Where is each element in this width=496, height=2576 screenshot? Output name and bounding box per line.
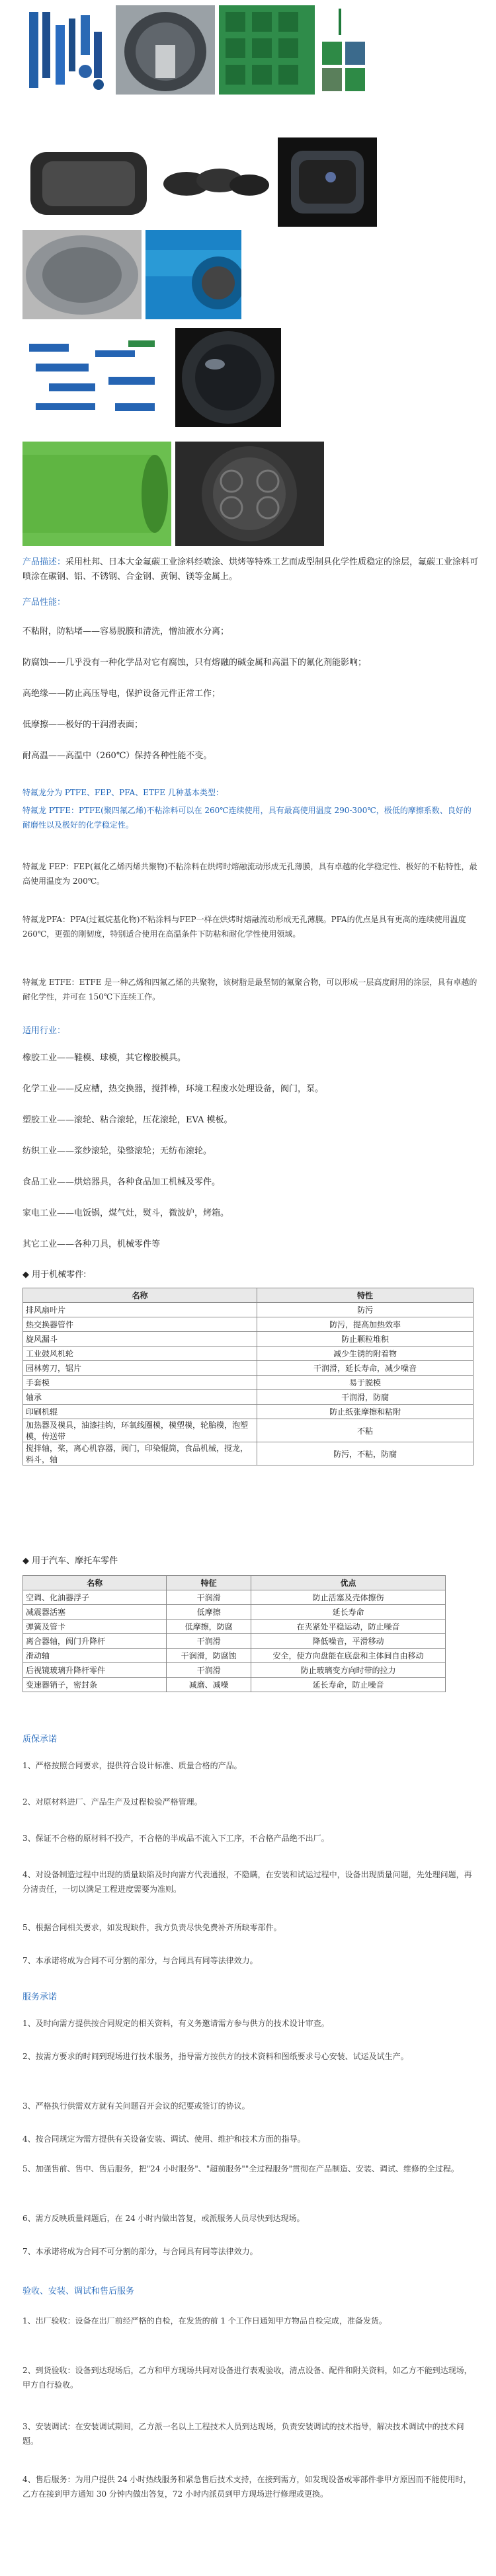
intro-paragraph <box>22 555 479 584</box>
mech-cell: 搅拌轴，桨，离心机容器，阀门，印染辊筒，食品机械，搅龙，料斗，轴 <box>23 1442 257 1465</box>
auto-cell: 减磨、减噪 <box>167 1678 251 1692</box>
auto-table <box>22 1575 446 1692</box>
quality-item: 7、本承诺将成为合同不可分割的部分，与合同具有同等法律效力。 <box>22 1956 258 1965</box>
performance-item: 耐高温——高温中（260℃）保持各种性能不变。 <box>22 751 212 761</box>
auto-row <box>23 1678 446 1692</box>
photo-green-roller <box>22 442 171 546</box>
auto-cell: 弹簧及管卡 <box>23 1620 167 1634</box>
photo-coated-lid <box>175 442 324 546</box>
photo-blue-pipe <box>145 230 241 319</box>
performance-item: 防腐蚀——几乎没有一种化学品对它有腐蚀，只有熔融的碱金属和高温下的氟化剂能影响； <box>22 658 367 668</box>
pfa-paragraph: 特氟龙PFA：PFA(过氟烷基化物)不粘涂料与FEP一样在烘烤时熔融流动形成无孔薄膜。PFA的优点是具有更高的连续使用温度 260℃，更强的刚韧度，特别适合使用在高温条件下防粘和耐化学性使用领域。 <box>22 915 466 939</box>
quality-item: 5、根据合同相关要求，如发现缺件，我方负责尽快免费补齐所缺零部件。 <box>22 1923 282 1932</box>
photo-black-tray <box>22 139 155 225</box>
mech-row <box>23 1332 474 1347</box>
auto-cell: 低摩擦，防腐 <box>167 1620 251 1634</box>
mech-cell: 工业鼓风机轮 <box>23 1347 257 1361</box>
auto-cell: 干润滑，防腐蚀 <box>167 1649 251 1663</box>
mech-cell: 易于脱模 <box>257 1376 474 1390</box>
types-title: 特氟龙分为 PTFE、FEP、PFA、ETFE 几种基本类型： <box>22 788 224 797</box>
quality-title: 质保承诺 <box>22 1735 58 1744</box>
auto-cell: 降低噪音，平滑移动 <box>251 1634 446 1649</box>
auto-row <box>23 1605 446 1620</box>
photo-grey-vessel <box>22 230 142 319</box>
mech-cell: 排风扇叶片 <box>23 1303 257 1317</box>
mech-cell: 热交换器管件 <box>23 1317 257 1332</box>
auto-cell: 延长寿命，防止噪音 <box>251 1678 446 1692</box>
mech-row <box>23 1303 474 1317</box>
acceptance-item: 2、到货验收：设备到达现场后，乙方和甲方现场共同对设备进行表观验收，清点设备、配件和附关资料，如乙方不能到达现场，甲方自行验收。 <box>22 2366 472 2390</box>
photo-coated-basin <box>278 137 377 227</box>
acceptance-title: 验收、安装、调试和售后服务 <box>22 2286 135 2296</box>
photo-green-parts <box>319 5 368 95</box>
auto-row <box>23 1620 446 1634</box>
auto-cell: 离合器轴，阀门升降杆 <box>23 1634 167 1649</box>
service-title: 服务承诺 <box>22 1992 58 2002</box>
auto-row <box>23 1590 446 1605</box>
mech-cell: 园林剪刀，锯片 <box>23 1361 257 1376</box>
auto-cell: 滑动轴 <box>23 1649 167 1663</box>
quality-item: 4、对设备制造过程中出现的质量缺陷及时向需方代表通报，不隐瞒，在安装和试运过程中，设备出现质量问题，先处理问题，再分清责任，一切以满足工程进度需要为准则。 <box>22 1870 472 1894</box>
acceptance-item: 3、安装调试：在安装调试期间，乙方派一名以上工程技术人员到达现场，负责安装调试的技术指导，解决技术调试中的技术问题。 <box>22 2422 464 2446</box>
fep-paragraph: 特氟龙 FEP：FEP(氟化乙烯丙烯共聚物)不粘涂料在烘烤时熔融流动形成无孔薄膜，具有卓越的化学稳定性、极好的不粘特性，最高使用温度为 200℃。 <box>22 862 477 886</box>
performance-item: 高绝缘——防止高压导电，保护设备元件正常工作； <box>22 689 221 699</box>
performance-title: 产品性能： <box>22 598 66 607</box>
mech-cell: 不粘 <box>257 1419 474 1442</box>
mech-header: 特性 <box>257 1288 474 1303</box>
auto-cell: 干润滑 <box>167 1634 251 1649</box>
acceptance-item: 1、出厂验收：设备在出厂前经严格的自检，在发货的前 1 个工作日通知甲方物品自检完成，准备发货。 <box>22 2316 387 2325</box>
etfe-paragraph: 特氟龙 ETFE：ETFE 是一种乙烯和四氟乙烯的共聚物，该树脂是最坚韧的氟聚合物，可以形成一层高度耐用的涂层，具有卓越的耐化学性，并可在 150℃下连续工作。 <box>22 978 477 1001</box>
industry-item: 塑胶工业——滚轮、粘合滚轮，压花滚轮，EVA 模板。 <box>22 1115 233 1125</box>
intro-text: 采用杜邦、日本大金氟碳工业涂料经喷涂、烘烤等特殊工艺而成型制具化学性质稳定的涂层，氟碳工业涂料可喷涂在碳钢、铝、不锈钢、合金钢、黄铜、镁等金属上。 <box>22 557 479 582</box>
auto-cell: 干润滑 <box>167 1663 251 1678</box>
acceptance-item: 4、售后服务：为用户提供 24 小时热线服务和紧急售后技术支持，在接到需方，如发现设备或零部件非甲方原因而不能使用时，乙方在接到甲方通知 30 分钟内做出答复，72 小时内派员到甲方现场进行修理或更换。 <box>22 2475 472 2499</box>
quality-item: 3、保证不合格的原材料不投产，不合格的半成品不流入下工序，不合格产品绝不出厂。 <box>22 1834 329 1843</box>
mech-cell: 轴承 <box>23 1390 257 1405</box>
mech-cell: 干润滑，延长寿命，减少噪音 <box>257 1361 474 1376</box>
mech-row <box>23 1405 474 1419</box>
industries-title: 适用行业： <box>22 1026 66 1036</box>
photo-blue-fasteners <box>22 331 171 430</box>
auto-cell: 干润滑 <box>167 1590 251 1605</box>
photo-blue-bolts <box>22 5 112 95</box>
mech-cell: 手套模 <box>23 1376 257 1390</box>
auto-cell: 低摩擦 <box>167 1605 251 1620</box>
photo-coated-drum <box>116 5 215 95</box>
mech-row <box>23 1419 474 1442</box>
service-item: 2、按需方要求的时间到现场进行技术服务，指导需方按供方的技术资料和图纸要求号心安装、试运及试生产。 <box>22 2052 409 2061</box>
photo-autoclave-interior <box>175 328 281 427</box>
auto-cell: 防止玻璃变方向时带的拉力 <box>251 1663 446 1678</box>
service-item: 6、需方反映质量问题后，在 24 小时内做出答复，或派服务人员尽快到达现场。 <box>22 2214 305 2223</box>
auto-header: 名称 <box>23 1576 167 1590</box>
industry-item: 橡胶工业——鞋模、球模，其它橡胶模具。 <box>22 1053 186 1063</box>
auto-cell: 空调、化油器浮子 <box>23 1590 167 1605</box>
auto-row <box>23 1634 446 1649</box>
mech-row <box>23 1390 474 1405</box>
auto-cell: 防止活塞及壳体擦伤 <box>251 1590 446 1605</box>
industry-item: 食品工业——烘焙器具，各种食品加工机械及零件。 <box>22 1177 221 1187</box>
auto-header: 特征 <box>167 1576 251 1590</box>
auto-cell: 在夹紧处平稳运动，防止噪音 <box>251 1620 446 1634</box>
performance-item: 不粘附，防粘堵——容易脱膜和清洗，憎油液水分离； <box>22 627 229 637</box>
mech-row <box>23 1317 474 1332</box>
auto-cell: 变速器销子，密封条 <box>23 1678 167 1692</box>
photo-black-discs <box>160 151 272 214</box>
mech-cell: 干润滑，防腐 <box>257 1390 474 1405</box>
auto-cell: 安全，使方向盘能在底盘和主体间自由移动 <box>251 1649 446 1663</box>
intro-label: 产品描述： <box>22 557 66 567</box>
industry-item: 化学工业——反应槽，热交换器，搅拌棒，环境工程废水处理设备，阀门，泵。 <box>22 1084 324 1094</box>
auto-cell: 后视镜玻璃升降杆零件 <box>23 1663 167 1678</box>
mech-cell: 旋风漏斗 <box>23 1332 257 1347</box>
mech-row <box>23 1361 474 1376</box>
performance-item: 低摩擦——极好的干润滑表面； <box>22 720 144 730</box>
ptfe-paragraph: 特氟龙 PTFE：PTFE(聚四氟乙烯)不粘涂料可以在 260℃连续使用，具有最高使用温度 290-300℃，极低的摩擦系数、良好的耐磨性以及极好的化学稳定性。 <box>22 806 472 830</box>
mech-cell: 防止纸张摩擦和粘附 <box>257 1405 474 1419</box>
mech-table <box>22 1288 474 1465</box>
service-item: 7、本承诺将成为合同不可分割的部分，与合同具有同等法律效力。 <box>22 2247 258 2256</box>
mech-table-title: ◆ 用于机械零件: <box>22 1270 87 1280</box>
quality-item: 1、严格按照合同要求，提供符合设计标准、质量合格的产品。 <box>22 1761 242 1770</box>
service-item: 5、加强售前、售中、售后服务，把"24 小时服务"、"超前服务""全过程服务"贯彻在产品制造、安装、调试、维修的全过程。 <box>22 2164 459 2173</box>
mech-cell: 减少生锈的附着物 <box>257 1347 474 1361</box>
auto-cell: 延长寿命 <box>251 1605 446 1620</box>
mech-cell: 印刷机辊 <box>23 1405 257 1419</box>
auto-cell: 减震器活塞 <box>23 1605 167 1620</box>
photo-green-trays <box>219 5 315 95</box>
service-item: 1、及时向需方提供按合同规定的相关资料，有义务邀请需方参与供方的技术设计审查。 <box>22 2019 329 2028</box>
quality-item: 2、对原材料进厂、产品生产及过程检验严格管理。 <box>22 1797 202 1807</box>
mech-header: 名称 <box>23 1288 257 1303</box>
mech-cell: 加热器及模具，油漆挂钩，环氧线圈模，模塑模，轮胎模，泡塑模，传送带 <box>23 1419 257 1442</box>
mech-cell: 防污，提高加热效率 <box>257 1317 474 1332</box>
mech-cell: 防止颗粒堆积 <box>257 1332 474 1347</box>
service-item: 4、按合同规定为需方提供有关设备安装、调试、使用、维护和技术方面的指导。 <box>22 2134 306 2144</box>
auto-row <box>23 1663 446 1678</box>
industry-item: 纺织工业——浆纱滚轮，染整滚轮；无纺布滚轮。 <box>22 1146 212 1156</box>
mech-row <box>23 1442 474 1465</box>
auto-table-title: ◆ 用于汽车、摩托车零件 <box>22 1556 118 1566</box>
service-item: 3、严格执行供需双方就有关问题召开会议的纪要或签订的协议。 <box>22 2101 250 2111</box>
auto-header: 优点 <box>251 1576 446 1590</box>
auto-row <box>23 1649 446 1663</box>
industry-item: 家电工业——电饭锅，煤气灶，熨斗，微波炉，烤箱。 <box>22 1208 229 1218</box>
industry-item: 其它工业——各种刀具，机械零件等 <box>22 1239 161 1249</box>
mech-cell: 防污 <box>257 1303 474 1317</box>
mech-row <box>23 1376 474 1390</box>
mech-row <box>23 1347 474 1361</box>
mech-cell: 防污，不粘，防腐 <box>257 1442 474 1465</box>
